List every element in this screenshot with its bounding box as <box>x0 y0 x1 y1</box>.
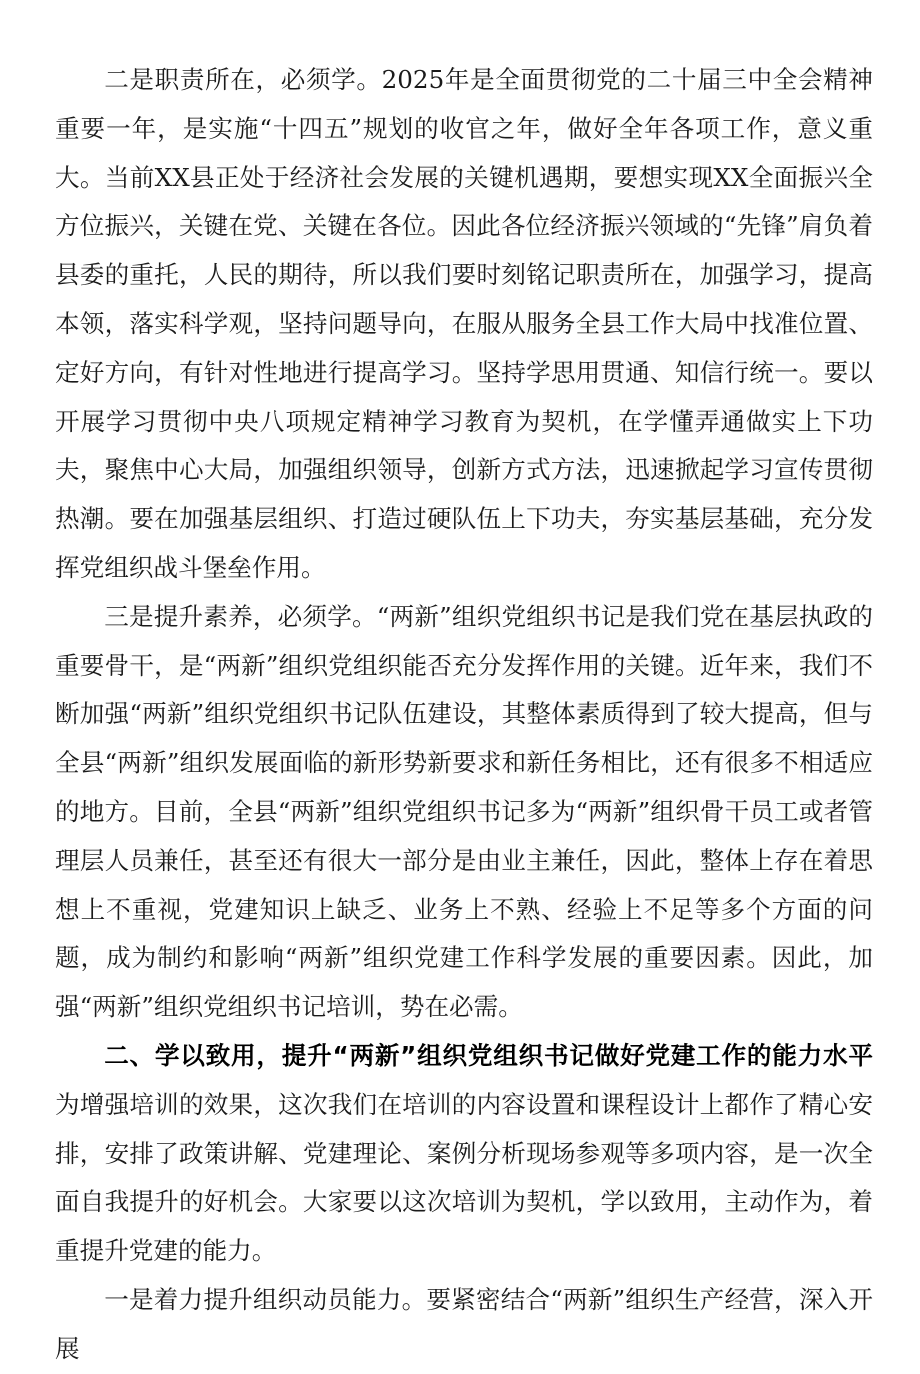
section-heading: 二、学以致用，提升“两新”组织党组织书记做好党建工作的能力水平 <box>104 1040 873 1070</box>
paragraph-quality: 三是提升素养，必须学。“两新”组织党组织书记是我们党在基层执政的重要骨干，是“两新”组织党组织能否充分发挥作用的关键。近年来，我们不断加强“两新”组织党组织书记队伍建设，其整体素质得到了较大提高，但与全县“两新”组织发展面临的新形势新要求和新任务相比，还有很多不相适应的地方。目前，全县“两新”组织党组织书记多为“两新”组织骨干员工或者管理层人员兼任，甚至还有很大一部分是由业主兼任，因此，整体上存在着思想上不重视，党建知识上缺乏、业务上不熟、经验上不足等多个方面的问题，成为制约和影响“两新”组织党建工作科学发展的重要因素。因此，加强“两新”组织党组织书记培训，势在必需。 <box>55 601 873 1022</box>
document-body <box>55 56 873 1374</box>
section-two <box>55 1032 873 1276</box>
section-intro: 为增强培训的效果，这次我们在培训的内容设置和课程设计上都作了精心安排，安排了政策讲解、党建理论、案例分析现场参观等多项内容，是一次全面自我提升的好机会。大家要以这次培训为契机，学以致用，主动作为，着重提升党建的能力。 <box>55 1089 873 1266</box>
paragraph-duty: 二是职责所在，必须学。2025年是全面贯彻党的二十届三中全会精神重要一年，是实施“十四五”规划的收官之年，做好全年各项工作，意义重大。当前XX县正处于经济社会发展的关键机遇期，要想实现XX全面振兴全方位振兴，关键在党、关键在各位。因此各位经济振兴领域的“先锋”肩负着县委的重托，人民的期待，所以我们要时刻铭记职责所在，加强学习，提高本领，落实科学观，坚持问题导向，在服从服务全县工作大局中找准位置、定好方向，有针对性地进行提高学习。坚持学思用贯通、知信行统一。要以开展学习贯彻中央八项规定精神学习教育为契机，在学懂弄通做实上下功夫，聚焦中心大局，加强组织领导，创新方式方法，迅速掀起学习宣传贯彻热潮。要在加强基层组织、打造过硬队伍上下功夫，夯实基层基础，充分发挥党组织战斗堡垒作用。 <box>55 65 873 582</box>
paragraph-mobilization: 一是着力提升组织动员能力。要紧密结合“两新”组织生产经营，深入开展 <box>55 1284 873 1363</box>
